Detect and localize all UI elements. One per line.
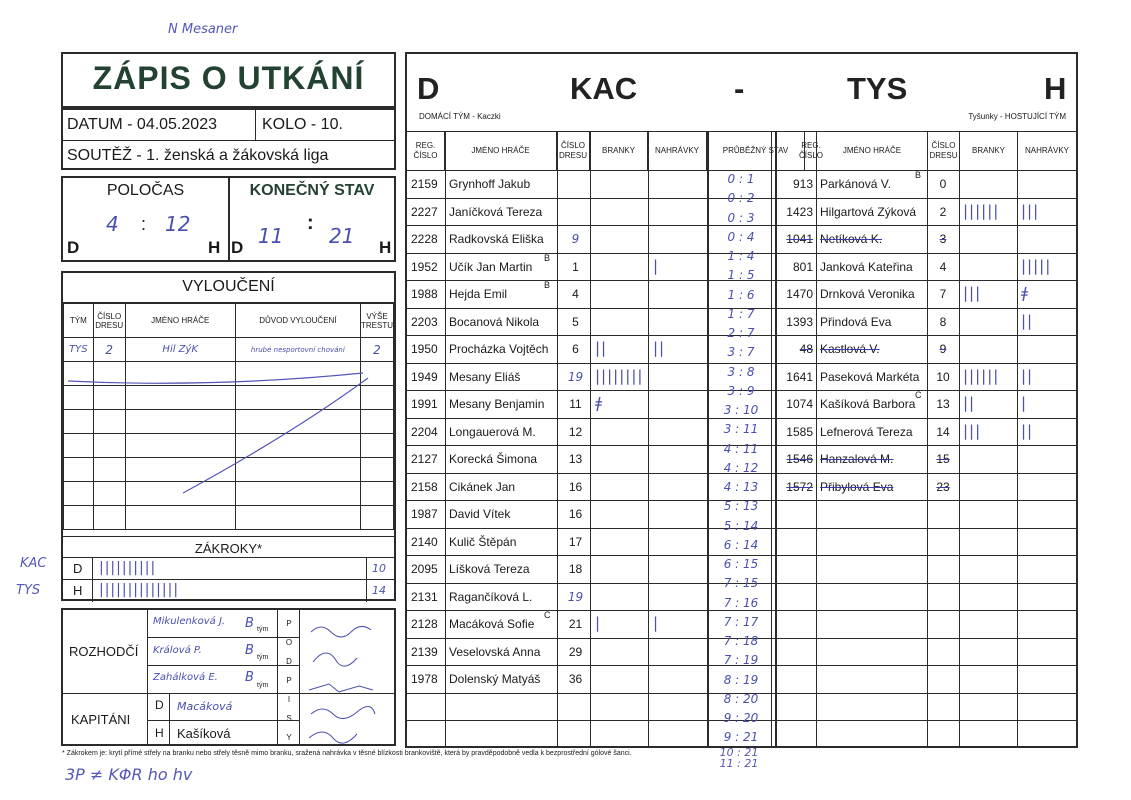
ref-1-team: B: [245, 616, 254, 631]
running-score: 5 : 14: [723, 518, 759, 533]
away-assist-marks: ||: [1021, 421, 1034, 440]
running-score: 4 : 12: [723, 460, 759, 475]
running-score: 3 : 8: [727, 364, 755, 379]
team-dash: -: [734, 71, 745, 106]
grid-line: [816, 132, 817, 748]
bottom-scribble: 3P ≠ KΦR ho hv: [65, 765, 193, 784]
away-name: Přindová Eva: [820, 314, 892, 329]
away-assist-marks: ||: [1021, 311, 1034, 330]
away-reg: 1074: [786, 397, 813, 411]
away-reg: 1546: [786, 452, 813, 466]
col-team: TÝM: [64, 304, 94, 338]
side-tys: TYS: [16, 583, 41, 598]
fouls-h-row: [63, 580, 394, 602]
away-goal-marks: |||: [963, 284, 982, 302]
home-name: Hejda Emil: [449, 287, 508, 301]
cap-h-label: H: [155, 726, 164, 740]
away-number: 3: [939, 232, 947, 246]
rozhodci-label: ROZHODČÍ: [69, 644, 139, 659]
officials-box: [61, 608, 396, 746]
away-mark: B: [915, 170, 922, 180]
grid-line: [407, 363, 1076, 364]
home-number: 11: [569, 397, 582, 411]
home-goal-marks: ||||||||: [595, 366, 644, 385]
running-score: 0 : 3: [727, 210, 755, 225]
kapitani-label: KAPITÁNI: [71, 712, 131, 727]
home-number: 21: [568, 617, 583, 631]
home-number: 1: [572, 259, 579, 274]
home-reg: 2158: [411, 479, 438, 494]
col-penalty: VÝŠE TRESTU: [360, 304, 393, 338]
away-number: 2: [939, 204, 947, 219]
podpisy-char: Y: [286, 733, 292, 742]
home-goal-marks: ǂ: [595, 394, 603, 412]
cap-h-name: Kašíková: [177, 726, 231, 741]
ref-3-name: Zahálková E.: [153, 672, 218, 683]
grid-line: [959, 132, 960, 748]
running-score: 0 : 4: [727, 229, 755, 244]
home-reg: 2131: [411, 589, 438, 604]
exclusions-box: [61, 271, 396, 601]
half-h: H: [208, 238, 221, 257]
column-header: NAHRÁVKY: [648, 132, 707, 170]
ref-1-name: Mikulenková J.: [153, 616, 226, 627]
home-number: 5: [572, 314, 579, 329]
running-score: 3 : 11: [723, 422, 759, 437]
excl-penalty: 2: [360, 338, 393, 362]
running-score-overflow: 11 : 21: [719, 757, 759, 770]
running-score: 8 : 20: [723, 691, 759, 706]
running-score: 6 : 15: [723, 557, 759, 571]
home-reg: 1991: [411, 397, 438, 411]
home-name: Líšková Tereza: [449, 562, 530, 576]
column-header: REG. ČÍSLO: [407, 132, 445, 170]
running-score: 0 : 1: [727, 172, 755, 186]
away-number: 23: [936, 479, 950, 494]
away-goal-marks: ||: [963, 394, 976, 412]
running-score: 3 : 7: [727, 345, 755, 360]
running-score: 5 : 13: [723, 499, 759, 514]
home-number: 9: [571, 232, 580, 246]
away-code: TYS: [847, 71, 908, 106]
column-header: BRANKY: [960, 132, 1018, 170]
away-number: 15: [936, 452, 950, 466]
away-number: 0: [939, 177, 947, 191]
away-name: Kašíková Barbora: [820, 397, 916, 411]
away-name: Janková Kateřina: [820, 259, 913, 274]
final-label: KONEČNÝ STAV: [249, 182, 375, 199]
home-assist-marks: ||: [653, 339, 666, 357]
col-reason: DŮVOD VYLOUČENÍ: [235, 304, 360, 338]
home-reg: 2227: [411, 204, 438, 219]
grid-line: [771, 132, 772, 748]
running-score: 6 : 14: [723, 537, 759, 552]
home-number: 18: [568, 562, 583, 576]
away-number: 9: [939, 342, 947, 356]
running-score: 3 : 10: [723, 403, 759, 417]
fouls-d-label: D: [63, 558, 93, 579]
ref-1-tym: tým: [257, 626, 269, 633]
home-name: Radkovská Eliška: [449, 232, 544, 246]
home-reg: 2095: [411, 562, 438, 576]
away-goal-marks: |||: [963, 421, 982, 440]
home-number: 16: [568, 479, 583, 494]
ref-2-team: B: [245, 643, 254, 658]
ref-2-name: Králová P.: [153, 645, 202, 656]
away-reg: 1585: [786, 424, 813, 439]
home-goal-marks: |: [595, 614, 602, 632]
away-reg: 1423: [786, 204, 813, 219]
running-score: 7 : 17: [723, 614, 759, 629]
grid-line: [707, 132, 709, 748]
home-number: 19: [567, 589, 584, 604]
grid-line: [445, 132, 446, 748]
away-reg: 913: [792, 177, 813, 191]
home-code: KAC: [570, 71, 638, 106]
excl-number: 2: [93, 338, 125, 362]
away-assist-marks: |||||: [1021, 256, 1052, 275]
away-number: 8: [939, 314, 947, 329]
grid-line: [407, 555, 1076, 556]
final-h: H: [379, 238, 392, 257]
away-goal-marks: ||||||: [963, 201, 1000, 220]
away-number: 10: [936, 369, 950, 384]
final-away: 21: [329, 224, 355, 248]
datum-row: [63, 110, 394, 141]
home-name: Kulič Štěpán: [449, 534, 517, 549]
col-number: ČÍSLO DRESU: [93, 304, 125, 338]
grid-line: [407, 418, 1076, 419]
score-box: [61, 176, 396, 262]
home-reg: 2203: [411, 314, 438, 329]
podpisy-label: [282, 614, 296, 747]
home-name: Grynhoff Jakub: [449, 177, 531, 191]
running-score: 1 : 4: [727, 249, 755, 263]
top-scribble: N Mesaner: [168, 22, 238, 37]
team-header: [407, 54, 1076, 132]
home-reg: 2204: [411, 424, 438, 439]
grid-line: [775, 132, 777, 748]
running-score: 1 : 6: [727, 287, 755, 302]
away-reg: 1393: [786, 314, 813, 329]
home-name: Mesany Benjamin: [449, 397, 545, 411]
cap-d-label: D: [155, 698, 164, 712]
away-reg: 801: [792, 259, 813, 274]
home-name: Veselovská Anna: [449, 644, 541, 659]
home-assist-marks: |: [653, 614, 660, 632]
home-name: Procházka Vojtěch: [449, 342, 549, 356]
half-away: 12: [165, 212, 191, 236]
running-score: 0 : 2: [727, 191, 755, 206]
running-score: 1 : 7: [727, 306, 755, 321]
home-label: DOMÁCÍ TÝM - Kaczki: [419, 112, 501, 121]
home-mark: B: [544, 252, 551, 263]
away-assist-marks: |||: [1021, 201, 1040, 220]
home-number: 17: [568, 534, 583, 549]
home-number: 16: [568, 507, 583, 521]
home-name: David Vítek: [449, 507, 511, 521]
running-score: 4 : 13: [723, 480, 759, 494]
grid-line: [648, 132, 649, 748]
fouls-d-total: 10: [372, 562, 386, 575]
home-mark: B: [544, 280, 551, 290]
final-d: D: [231, 238, 244, 257]
podpisy-char: S: [286, 714, 292, 723]
home-number: 36: [568, 672, 583, 686]
halftime-label: POLOČAS: [106, 182, 185, 199]
home-number: 6: [572, 342, 579, 356]
col-player: JMÉNO HRÁČE: [125, 304, 235, 338]
home-reg: 2140: [411, 534, 438, 549]
home-reg: 1949: [411, 369, 438, 384]
away-number: 7: [939, 287, 947, 301]
running-score-overflow: 10 : 21: [719, 746, 759, 759]
home-name: Korecká Šimona: [449, 452, 538, 466]
soutez: SOUTĚŽ - 1. ženská a žákovská liga: [67, 147, 329, 164]
away-number: 14: [936, 424, 950, 439]
fouls-h-label: H: [63, 580, 93, 602]
running-score: 8 : 19: [723, 672, 759, 687]
grid-line: [590, 132, 591, 748]
excl-team: TYS: [64, 338, 94, 362]
home-name: Dolenský Matyáš: [449, 672, 541, 686]
away-name: Paseková Markéta: [820, 369, 920, 384]
home-reg: 1978: [411, 672, 438, 686]
home-number: 19: [567, 369, 584, 384]
page-title: ZÁPIS O UTKÁNÍ: [92, 60, 365, 96]
away-mark: C: [915, 390, 922, 400]
home-name: Mesany Eliáš: [449, 369, 521, 384]
away-label: Tyšunky - HOSTUJÍCÍ TÝM: [968, 112, 1066, 121]
column-header: NAHRÁVKY: [1018, 132, 1077, 170]
match-info: [61, 108, 396, 170]
away-reg: 1572: [786, 479, 813, 494]
exclusions-strike: [63, 333, 394, 533]
away-goal-marks: ||||||: [963, 366, 1000, 385]
away-assist-marks: ǂ: [1021, 284, 1029, 302]
podpisy-char: I: [287, 695, 291, 704]
home-reg: 2228: [411, 232, 438, 246]
home-name: Macáková Sofie: [449, 617, 535, 631]
running-score: 7 : 15: [723, 576, 759, 591]
half-colon: :: [141, 214, 147, 234]
final-colon: :: [307, 212, 314, 234]
home-reg: 2128: [411, 617, 438, 631]
kolo: KOLO - 10.: [255, 110, 349, 141]
home-letter: D: [417, 71, 440, 106]
running-score: 7 : 16: [723, 595, 759, 610]
home-name: Bocanová Nikola: [449, 314, 540, 329]
running-score: 9 : 21: [723, 730, 759, 745]
away-letter: H: [1044, 71, 1067, 106]
away-reg: 1470: [786, 287, 813, 301]
podpisy-char: D: [286, 657, 292, 666]
away-reg: 48: [799, 342, 813, 356]
home-name: Longauerová M.: [449, 424, 536, 439]
running-score: 7 : 19: [723, 653, 759, 668]
excl-reason: hrubé nesportovní chování: [235, 338, 360, 362]
home-number: 13: [568, 452, 583, 466]
fouls-d-marks: ||||||||||: [99, 560, 157, 576]
home-goal-marks: ||: [595, 339, 608, 357]
half-d: D: [67, 238, 80, 257]
half-home: 4: [106, 212, 119, 236]
home-reg: 1988: [411, 287, 438, 301]
signatures: [303, 614, 393, 744]
cap-d-name: Macáková: [177, 700, 233, 713]
away-reg: 1641: [786, 369, 813, 384]
away-name: Hilgartová Zýková: [820, 204, 917, 219]
home-name: Cikánek Jan: [449, 479, 516, 494]
fouls-h-marks: ||||||||||||||: [99, 582, 180, 598]
column-header: ČÍSLO DRESU: [557, 132, 590, 170]
home-mark: C: [544, 610, 551, 620]
away-name: Drnková Veronika: [820, 287, 915, 301]
home-assist-marks: |: [653, 256, 659, 275]
home-name: Janíčková Tereza: [449, 204, 543, 219]
side-kac: KAC: [20, 556, 47, 571]
final-home: 11: [258, 224, 284, 248]
away-name: Přibylová Eva: [820, 479, 894, 494]
title-box: [61, 52, 396, 108]
running-score: 1 : 5: [727, 268, 755, 283]
ref-3-team: B: [245, 670, 254, 685]
home-reg: 1950: [411, 342, 438, 356]
home-reg: 1987: [411, 507, 438, 521]
running-score: 2 : 7: [727, 326, 755, 340]
column-header: JMÉNO HRÁČE: [817, 132, 928, 170]
away-name: Lefnerová Tereza: [820, 424, 913, 439]
podpisy-char: O: [285, 638, 293, 647]
grid-line: [1017, 132, 1018, 748]
home-reg: 2139: [411, 644, 438, 659]
home-reg: 2127: [411, 452, 438, 466]
home-number: 12: [568, 424, 583, 439]
fouls-h-total: 14: [372, 584, 386, 597]
away-name: Kastlová V.: [820, 342, 880, 356]
podpisy-char: P: [286, 676, 292, 685]
running-score: 7 : 18: [723, 634, 759, 648]
away-number: 4: [939, 259, 947, 274]
fouls-title: ZÁKROKY*: [63, 536, 394, 558]
home-number: 4: [572, 287, 579, 301]
footnote: * Zákrokem je: krytí přímé střely na branku nebo střely těsně mimo branku, sražená nahrávka v těsné blízkosti brankoviště, která by pravděpodobně vedla k bezprostřední gólové šanci.: [62, 750, 632, 757]
column-header: PRŮBĚŽNÝ STAV: [707, 132, 805, 170]
grid-line: [407, 170, 1076, 171]
score-sheet: [405, 52, 1078, 748]
away-number: 13: [936, 397, 950, 411]
away-assist-marks: ||: [1021, 366, 1034, 385]
home-reg: 1952: [411, 259, 438, 274]
home-number: 29: [568, 644, 583, 659]
running-score: 9 : 20: [723, 711, 759, 725]
column-header: ČÍSLO DRESU: [928, 132, 960, 170]
column-header: REG. ČÍSLO: [806, 132, 817, 170]
away-assist-marks: |: [1021, 394, 1028, 412]
home-name: Ragančíková L.: [449, 589, 533, 604]
home-name: Učík Jan Martin: [449, 259, 533, 274]
column-header: JMÉNO HRÁČE: [445, 132, 557, 170]
podpisy-char: P: [286, 619, 292, 628]
ref-3-tym: tým: [257, 682, 269, 689]
running-score: 3 : 9: [727, 383, 755, 398]
grid-line: [927, 132, 928, 748]
datum: DATUM - 04.05.2023: [67, 116, 217, 133]
away-name: Hanzalová M.: [820, 452, 894, 466]
grid-line: [557, 132, 558, 748]
column-header: BRANKY: [590, 132, 648, 170]
ref-2-tym: tým: [257, 654, 269, 661]
running-score: 4 : 11: [723, 441, 759, 456]
away-name: Parkánová V.: [820, 177, 891, 191]
grid-line: [407, 610, 1076, 611]
excl-name: Hil ZýK: [125, 338, 235, 362]
away-name: Netíková K.: [820, 232, 883, 246]
grid-line: [407, 225, 1076, 226]
home-reg: 2159: [411, 177, 438, 191]
fouls-d-row: [63, 558, 394, 580]
exclusions-title: VYLOUČENÍ: [63, 273, 394, 303]
away-reg: 1041: [786, 232, 813, 246]
